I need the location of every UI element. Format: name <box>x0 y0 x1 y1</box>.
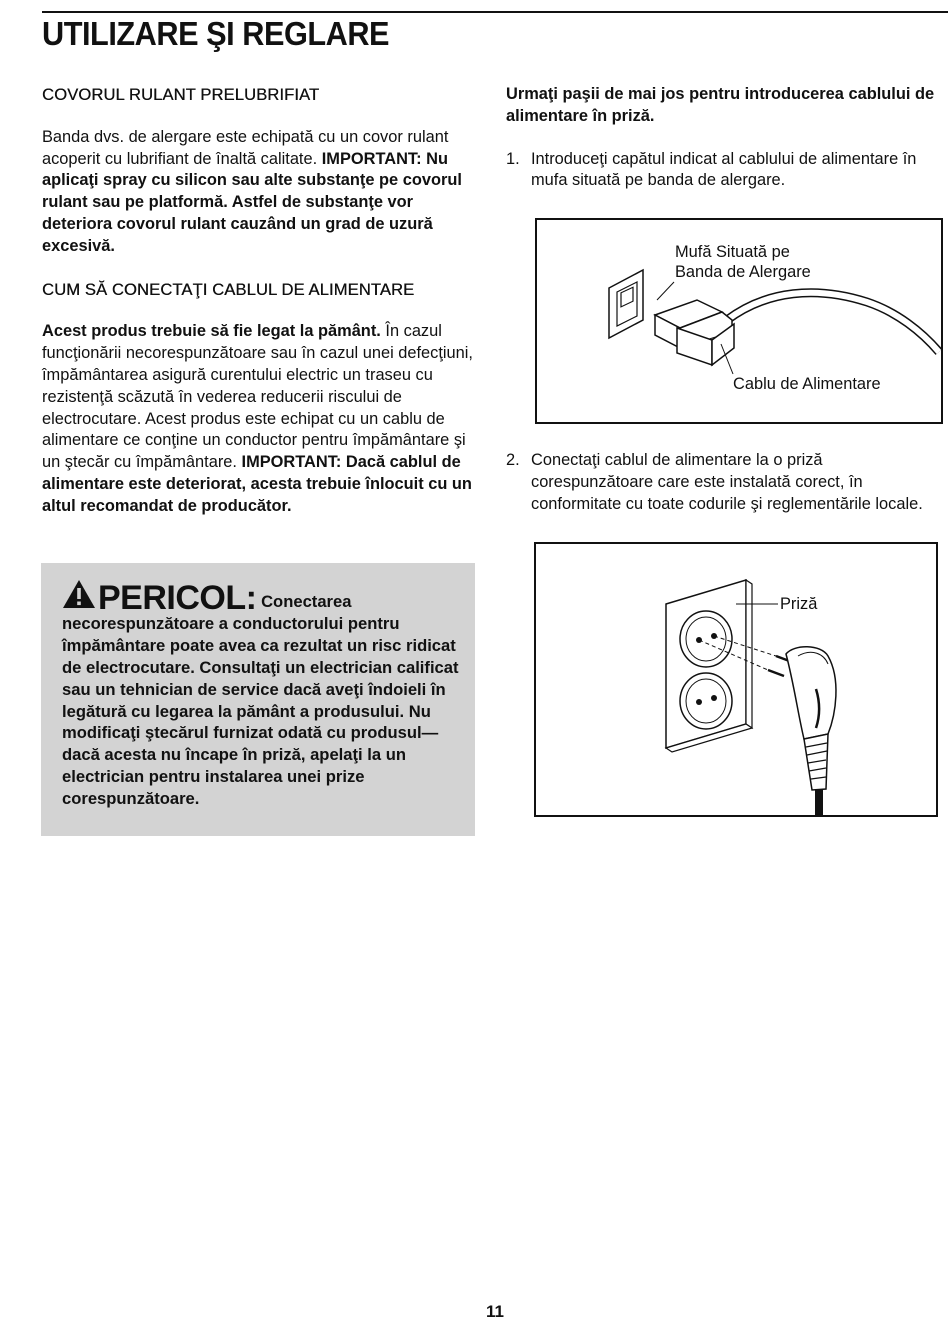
grounding-lead: Acest produs trebuie să fie legat la pământ. <box>42 322 381 341</box>
cord-important: IMPORTANT: Dacă cablul de alimentare este deteriorat, acesta trebuie înlocuit cu un altul recomandat de producător. <box>42 453 472 515</box>
grounding-text: În cazul funcţionării necorespunzătoare sau în cazul unei defecţiuni, împământarea asigură curentului electric un traseu cu rezistenţă scăzută în vederea reducerii riscului de electrocutare. Acest produs este echipat cu un cablu de alimentare ce conţine un conductor pentru împământare şi un ştecăr cu împământare. <box>42 322 473 472</box>
danger-box <box>41 563 475 836</box>
power-cord-text <box>42 321 482 517</box>
step-1-number: 1. <box>506 149 520 168</box>
outlet-illustration <box>536 544 936 815</box>
label-socket-line1: Mufă Situată pe <box>675 243 790 261</box>
danger-text-lead: Conectarea <box>261 592 352 611</box>
danger-text: necorespunzătoare a conductorului pentru împământare poate avea ca rezultat un risc ridicat de electrocutare. Consultaţi un electrician calificat sau un tehnician de service dacă aveţi îndoieli în legătură cu legarea la pământ a produsului. Nu modificaţi ştecărul furnizat odată cu produsul—dacă acesta nu încape în priză, apelaţi la un electrician pentru instalarea unei prize corespunzătoare. <box>62 613 459 809</box>
label-cable: Cablu de Alimentare <box>733 375 881 393</box>
step-1-text: Introduceţi capătul indicat al cablului de alimentare în mufa situată pe banda de alergare. <box>531 149 917 190</box>
steps-intro: Urmaţi paşii de mai jos pentru introducerea cablului de alimentare în priză. <box>506 85 935 125</box>
step-2-number: 2. <box>506 451 520 469</box>
label-socket <box>675 242 811 282</box>
prelubricated-intro: Banda dvs. de alergare este echipată cu un covor rulant acoperit cu lubrifiant de înaltă calitate. <box>42 127 449 168</box>
figure-socket-and-cord <box>535 218 943 424</box>
page-title: UTILIZARE ŞI REGLARE <box>42 15 390 52</box>
danger-word: PERICOL: <box>98 579 257 617</box>
right-column <box>506 84 942 192</box>
top-rule <box>42 11 948 13</box>
section-heading-prelubricated: COVORUL RULANT PRELUBRIFIAT <box>42 85 320 104</box>
prelubricated-important: IMPORTANT: Nu aplicaţi spray cu silicon sau alte substanţe pe covorul rulant sau pe platformă. Astfel de substanţe vor deteriora covorul rulant cauzând un grad de uzură excesivă. <box>42 149 462 255</box>
left-column <box>42 84 482 518</box>
warning-triangle-icon <box>62 579 96 609</box>
danger-content <box>62 579 462 810</box>
step-2-text: Conectaţi cablul de alimentare la o priză corespunzătoare care este instalată corect, în conformitate cu toate codurile şi reglementările locale. <box>531 451 923 513</box>
step-1 <box>506 149 942 193</box>
step-2 <box>506 450 942 515</box>
section-heading-power-cord: CUM SĂ CONECTAŢI CABLUL DE ALIMENTARE <box>42 279 415 299</box>
label-outlet: Priză <box>780 595 818 613</box>
page-number: 11 <box>486 1302 504 1321</box>
right-column-step2 <box>506 450 942 515</box>
label-socket-line2: Banda de Alergare <box>675 263 811 281</box>
figure-wall-outlet <box>534 542 938 817</box>
prelubricated-text <box>42 127 482 258</box>
